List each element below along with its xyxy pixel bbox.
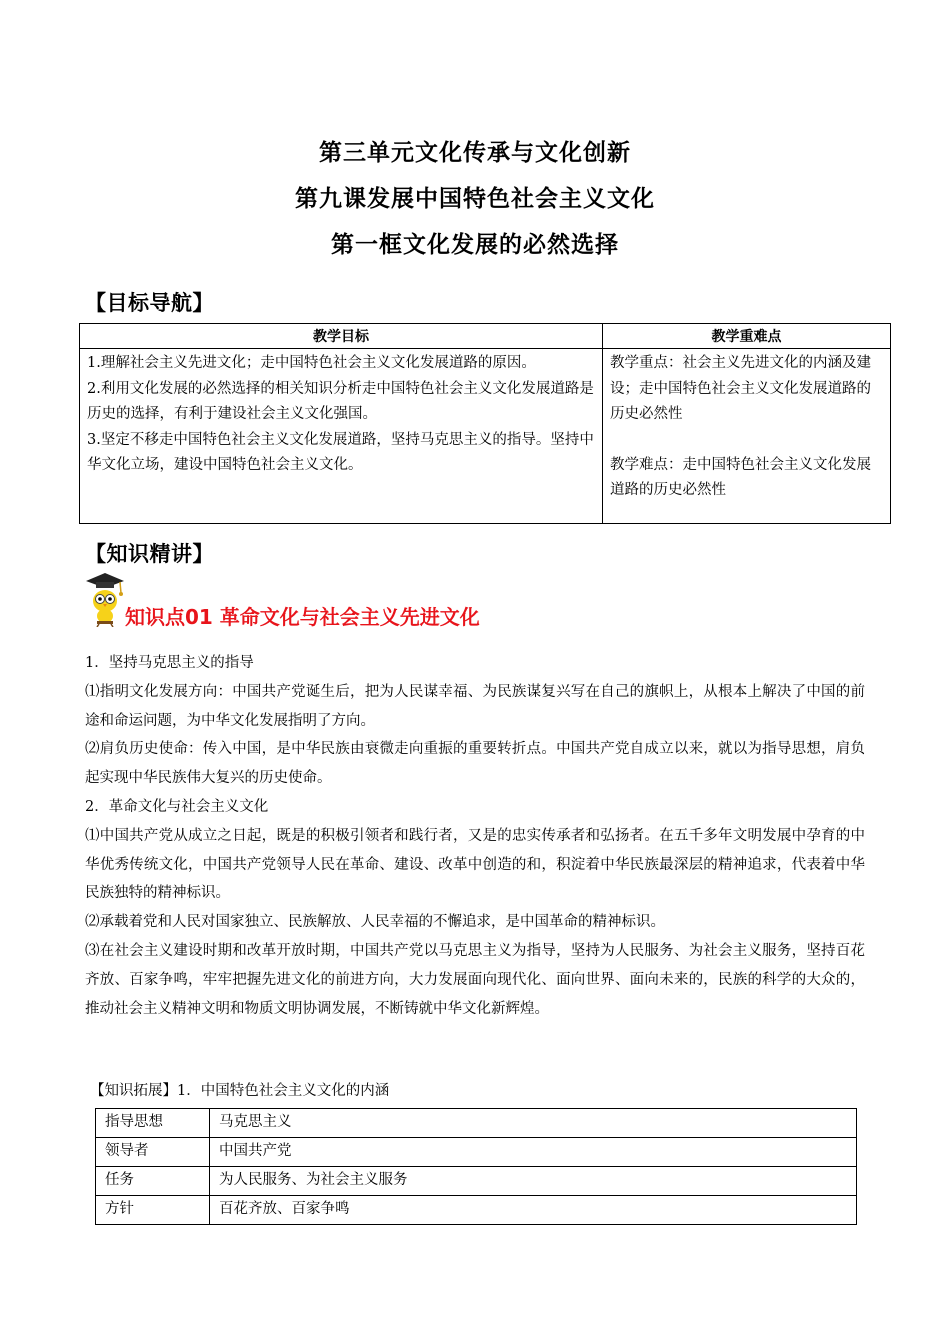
lesson-title: 第九课发展中国特色社会主义文化 xyxy=(295,186,655,212)
row-value: 中国共产党 xyxy=(210,1138,857,1167)
row-label: 领导者 xyxy=(96,1138,210,1167)
title-block xyxy=(0,135,950,273)
unit-title: 第三单元文化传承与文化创新 xyxy=(319,140,631,166)
frame-title: 第一框文化发展的必然选择 xyxy=(331,232,619,258)
table-row xyxy=(96,1196,857,1225)
objective-item: 2.利用文化发展的必然选择的相关知识分析走中国特色社会主义文化发展道路是历史的选择，有利于建设社会主义文化强国。 xyxy=(87,380,594,422)
owl-scholar-icon xyxy=(84,571,126,627)
row-label: 指导思想 xyxy=(96,1109,210,1138)
extension-label: 【知识拓展】1．中国特色社会主义文化的内涵 xyxy=(90,1083,390,1099)
paragraph: ⑵肩负历史使命：传入中国，是中华民族由衰微走向重振的重要转折点。中国共产党自成立以来，就以为指导思想，肩负起实现中华民族伟大复兴的历史使命。 xyxy=(85,741,865,787)
row-label: 任务 xyxy=(96,1167,210,1196)
table-row xyxy=(96,1138,857,1167)
objectives-header: 教学目标 xyxy=(80,324,603,349)
knowledge-point-header xyxy=(84,571,684,627)
paragraph: ⑴中国共产党从成立之日起，既是的积极引领者和践行者，又是的忠实传承者和弘扬者。在五千多年文明发展中孕育的中华优秀传统文化，中国共产党领导人民在革命、建设、改革中创造的和，积淀着中华民族最深层的精神追求，代表着中华民族独特的精神标识。 xyxy=(85,827,865,902)
row-value: 为人民服务、为社会主义服务 xyxy=(210,1167,857,1196)
key-difficult-cell xyxy=(603,349,891,524)
difficult-point: 教学难点：走中国特色社会主义文化发展道路的历史必然性 xyxy=(610,456,871,498)
paragraph: 1．坚持马克思主义的指导 xyxy=(85,655,254,671)
paragraph: ⑶在社会主义建设时期和改革开放时期，中国共产党以马克思主义为指导，坚持为人民服务、为社会主义服务，坚持百花齐放、百家争鸣，牢牢把握先进文化的前进方向，大力发展面向现代化、面向世界、面向未来的，民族的科学的大众的，推动社会主义精神文明和物质文明协调发展，不断铸就中华文化新辉煌。 xyxy=(85,942,865,1017)
key-difficult-header: 教学重难点 xyxy=(603,324,891,349)
goal-table-header xyxy=(80,324,891,349)
row-label: 方针 xyxy=(96,1196,210,1225)
objective-item: 3.坚定不移走中国特色社会主义文化发展道路，坚持马克思主义的指导。坚持中华文化立场，建设中国特色社会主义文化。 xyxy=(87,431,594,473)
knowledge-content xyxy=(85,649,865,1023)
goal-table-body xyxy=(80,349,891,524)
row-value: 百花齐放、百家争鸣 xyxy=(210,1196,857,1225)
knowledge-heading: 【知识精讲】 xyxy=(85,542,214,566)
key-point: 教学重点：社会主义先进文化的内涵及建设；走中国特色社会主义文化发展道路的历史必然性 xyxy=(610,355,871,422)
paragraph: ⑴指明文化发展方向：中国共产党诞生后，把为人民谋幸福、为民族谋复兴写在自己的旗帜上，从根本上解决了中国的前途和命运问题，为中华文化发展指明了方向。 xyxy=(85,683,865,729)
extension-table xyxy=(95,1108,857,1225)
goals-nav-heading: 【目标导航】 xyxy=(85,291,214,315)
knowledge-point-title: 知识点01 革命文化与社会主义先进文化 xyxy=(125,605,480,629)
paragraph: ⑵承载着党和人民对国家独立、民族解放、人民幸福的不懈追求，是中国革命的精神标识。 xyxy=(85,914,665,931)
goal-table xyxy=(79,323,891,524)
paragraph: 2．革命文化与社会主义文化 xyxy=(85,798,269,815)
table-row xyxy=(96,1109,857,1138)
row-value: 马克思主义 xyxy=(210,1109,857,1138)
objective-item: 1.理解社会主义先进文化；走中国特色社会主义文化发展道路的原因。 xyxy=(87,355,536,371)
objectives-cell xyxy=(80,349,603,524)
table-row xyxy=(96,1167,857,1196)
